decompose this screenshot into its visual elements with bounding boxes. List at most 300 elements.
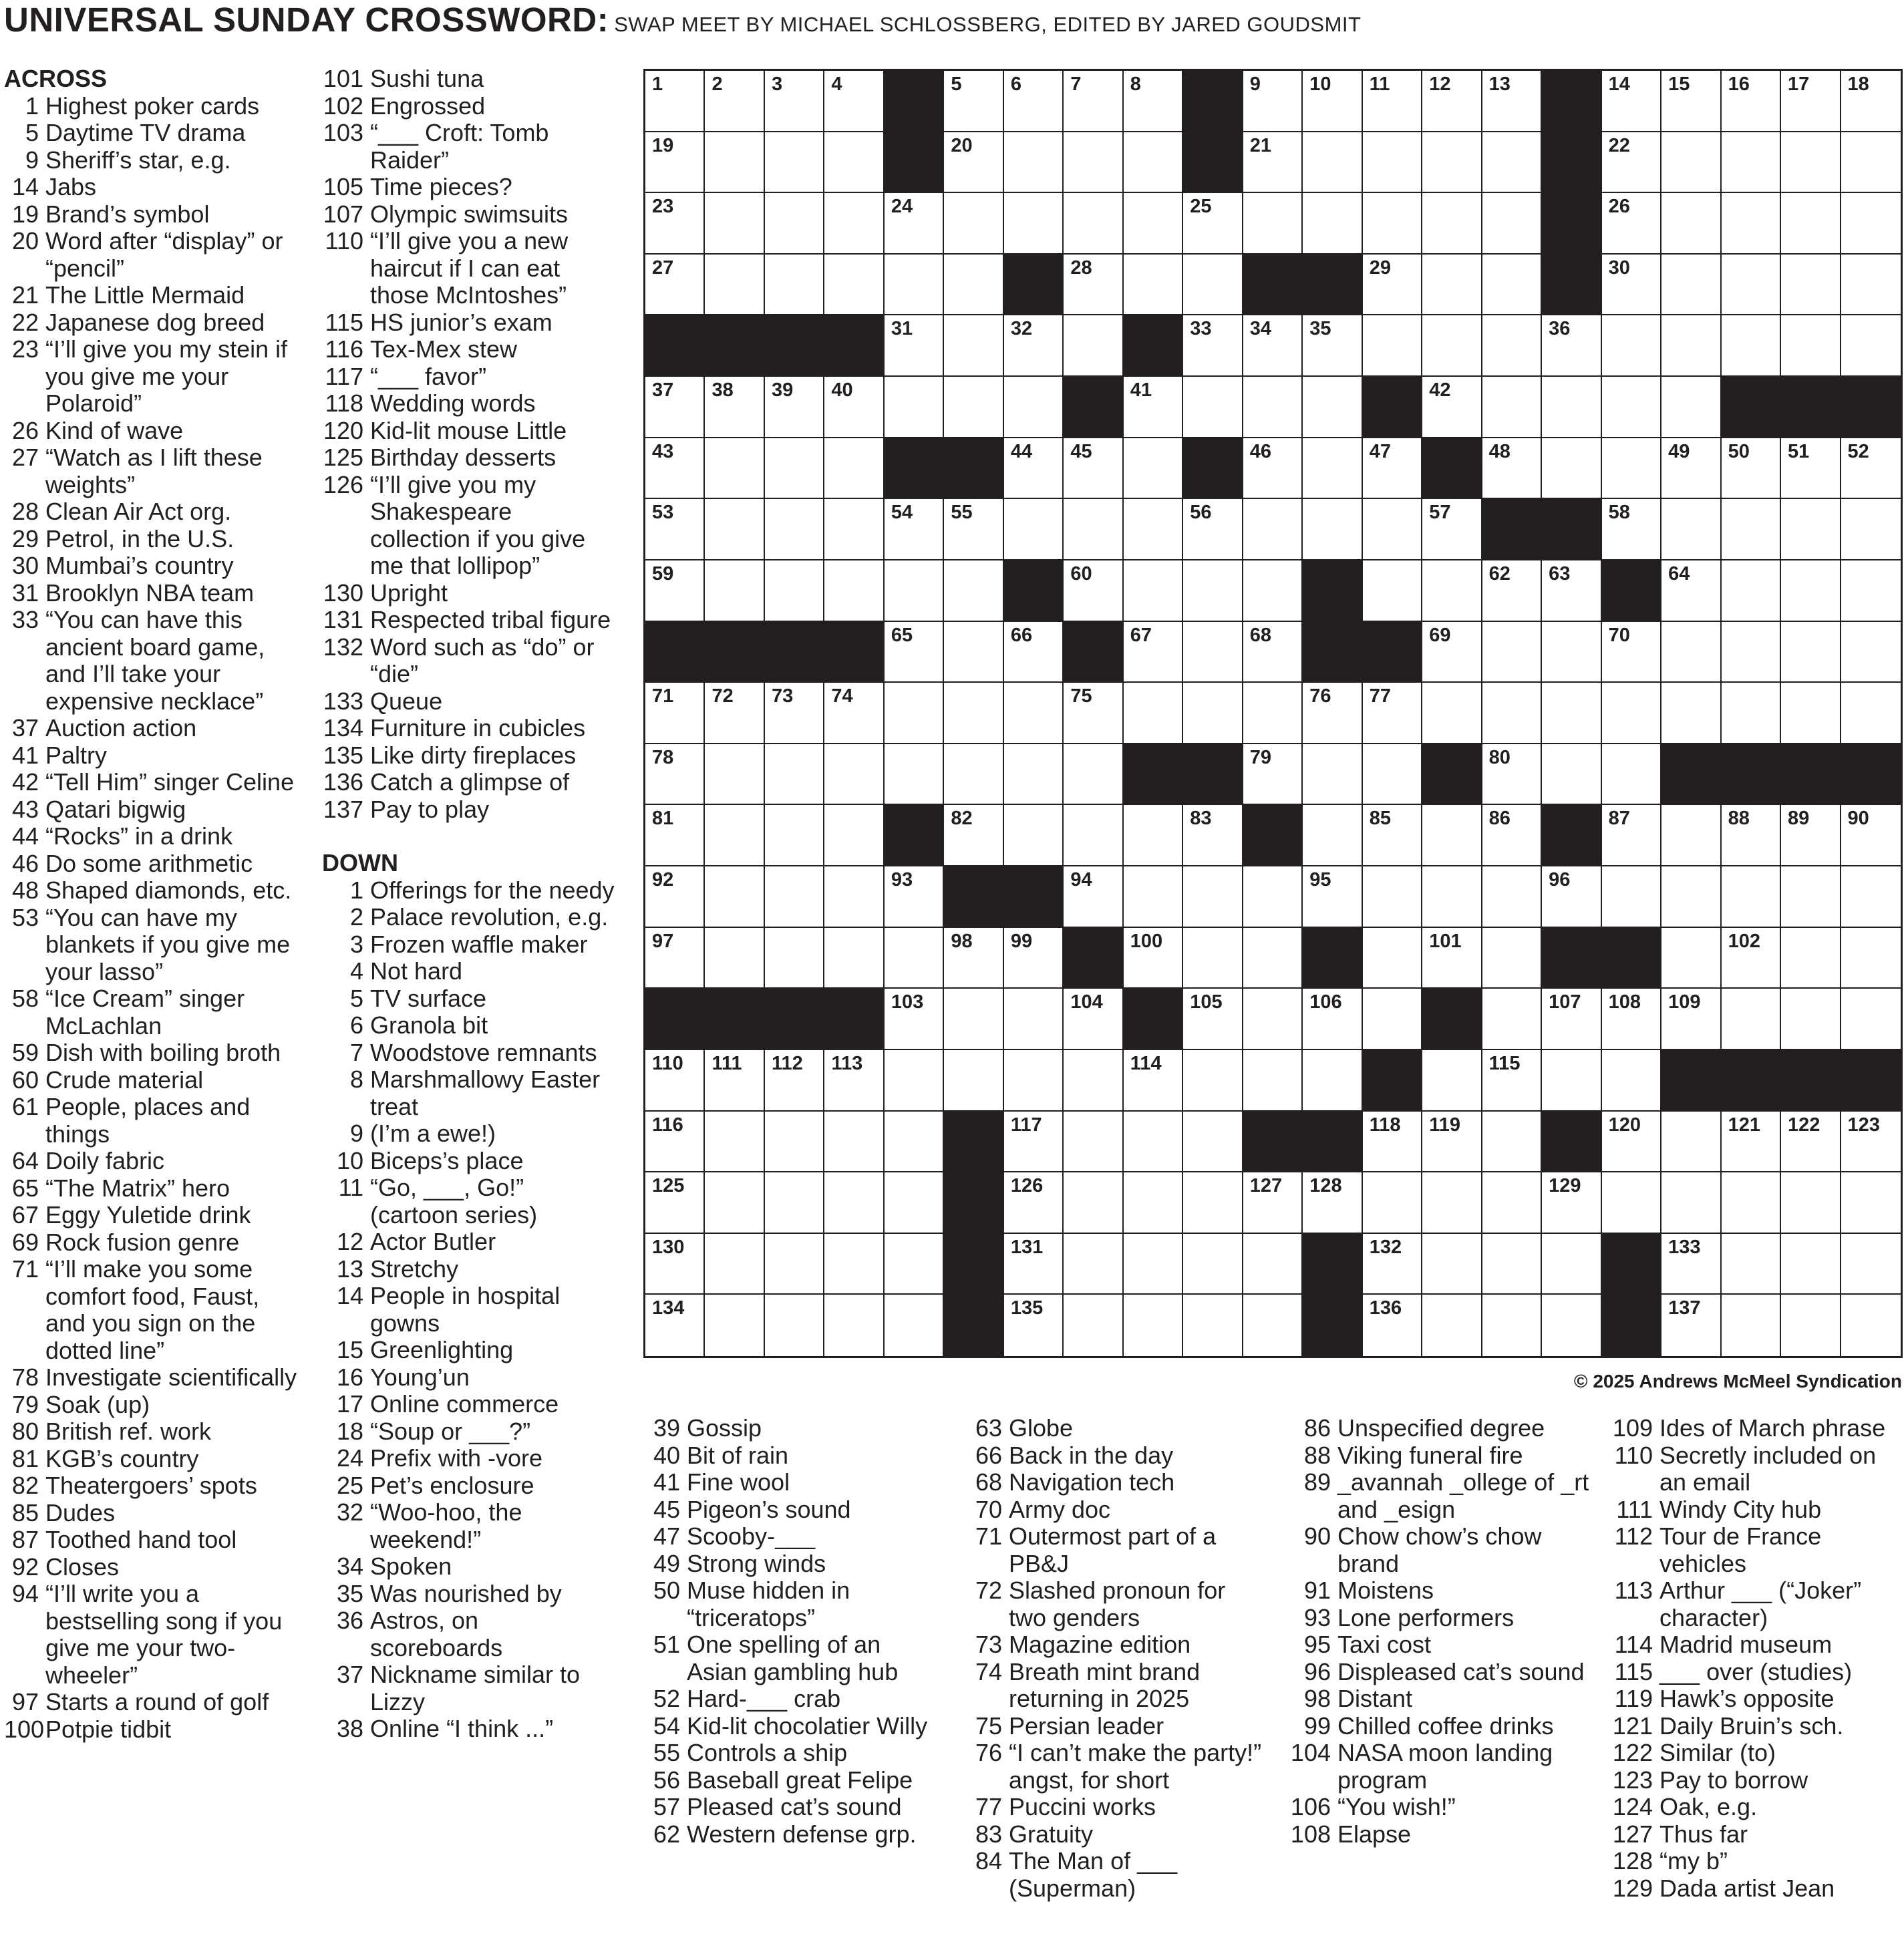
- grid-cell[interactable]: [1064, 1172, 1123, 1234]
- grid-cell[interactable]: [645, 438, 705, 500]
- grid-cell[interactable]: [645, 805, 705, 866]
- grid-cell[interactable]: [1064, 193, 1123, 255]
- grid-cell[interactable]: [645, 1050, 705, 1112]
- grid-cell[interactable]: [1303, 1172, 1362, 1234]
- grid-cell[interactable]: [1841, 71, 1901, 132]
- grid-cell[interactable]: [1183, 560, 1243, 622]
- grid-cell[interactable]: [885, 1172, 944, 1234]
- grid-cell[interactable]: [1602, 71, 1661, 132]
- grid-cell[interactable]: [1422, 377, 1482, 438]
- grid-cell[interactable]: [765, 683, 824, 744]
- grid-cell[interactable]: [1064, 438, 1123, 500]
- grid-cell[interactable]: [1482, 805, 1542, 866]
- grid-cell[interactable]: [1363, 71, 1422, 132]
- grid-cell[interactable]: [1303, 438, 1362, 500]
- grid-cell[interactable]: [1482, 1295, 1542, 1356]
- grid-cell[interactable]: [1183, 499, 1243, 560]
- grid-cell[interactable]: [944, 193, 1003, 255]
- grid-cell[interactable]: [1363, 1234, 1422, 1295]
- grid-cell[interactable]: [1183, 315, 1243, 377]
- grid-cell[interactable]: [1422, 499, 1482, 560]
- grid-cell[interactable]: [885, 255, 944, 316]
- grid-cell[interactable]: [1781, 255, 1841, 316]
- grid-cell[interactable]: [1602, 315, 1661, 377]
- grid-cell[interactable]: [765, 805, 824, 866]
- grid-cell[interactable]: [1781, 315, 1841, 377]
- grid-cell[interactable]: [885, 928, 944, 989]
- grid-cell[interactable]: [705, 1295, 764, 1356]
- grid-cell[interactable]: [1542, 989, 1601, 1050]
- grid-cell[interactable]: [885, 560, 944, 622]
- grid-cell[interactable]: [1841, 255, 1901, 316]
- grid-cell[interactable]: [765, 744, 824, 806]
- grid-cell[interactable]: [824, 499, 884, 560]
- grid-cell[interactable]: [1781, 1234, 1841, 1295]
- grid-cell[interactable]: [944, 560, 1003, 622]
- grid-cell[interactable]: [885, 744, 944, 806]
- grid-cell[interactable]: [1422, 928, 1482, 989]
- grid-cell[interactable]: [1243, 132, 1303, 194]
- grid-cell[interactable]: [824, 255, 884, 316]
- grid-cell[interactable]: [1602, 866, 1661, 928]
- grid-cell[interactable]: [1183, 622, 1243, 683]
- grid-cell[interactable]: [1841, 1295, 1901, 1356]
- grid-cell[interactable]: [944, 928, 1003, 989]
- grid-cell[interactable]: [1602, 377, 1661, 438]
- grid-cell[interactable]: [1422, 1050, 1482, 1112]
- grid-cell[interactable]: [645, 71, 705, 132]
- grid-cell[interactable]: [1064, 560, 1123, 622]
- grid-cell[interactable]: [1363, 560, 1422, 622]
- grid-cell[interactable]: [1841, 928, 1901, 989]
- grid-cell[interactable]: [645, 255, 705, 316]
- grid-cell[interactable]: [1722, 989, 1781, 1050]
- grid-cell[interactable]: [824, 438, 884, 500]
- grid-cell[interactable]: [645, 1295, 705, 1356]
- grid-cell[interactable]: [1183, 928, 1243, 989]
- grid-cell[interactable]: [1841, 622, 1901, 683]
- grid-cell[interactable]: [824, 132, 884, 194]
- grid-cell[interactable]: [705, 499, 764, 560]
- grid-cell[interactable]: [765, 1234, 824, 1295]
- grid-cell[interactable]: [1303, 132, 1362, 194]
- grid-cell[interactable]: [1422, 683, 1482, 744]
- grid-cell[interactable]: [1661, 193, 1721, 255]
- grid-cell[interactable]: [1542, 866, 1601, 928]
- grid-cell[interactable]: [1482, 622, 1542, 683]
- grid-cell[interactable]: [645, 377, 705, 438]
- grid-cell[interactable]: [824, 560, 884, 622]
- grid-cell[interactable]: [1183, 377, 1243, 438]
- grid-cell[interactable]: [1661, 866, 1721, 928]
- grid-cell[interactable]: [1303, 377, 1362, 438]
- grid-cell[interactable]: [1124, 132, 1183, 194]
- grid-cell[interactable]: [885, 499, 944, 560]
- grid-cell[interactable]: [1363, 928, 1422, 989]
- grid-cell[interactable]: [1781, 560, 1841, 622]
- grid-cell[interactable]: [1602, 622, 1661, 683]
- grid-cell[interactable]: [1722, 315, 1781, 377]
- grid-cell[interactable]: [1303, 805, 1362, 866]
- grid-cell[interactable]: [1004, 132, 1064, 194]
- grid-cell[interactable]: [705, 1172, 764, 1234]
- grid-cell[interactable]: [1602, 499, 1661, 560]
- grid-cell[interactable]: [1422, 1234, 1482, 1295]
- grid-cell[interactable]: [1841, 132, 1901, 194]
- grid-cell[interactable]: [1482, 193, 1542, 255]
- grid-cell[interactable]: [1064, 805, 1123, 866]
- grid-cell[interactable]: [1004, 683, 1064, 744]
- grid-cell[interactable]: [1004, 499, 1064, 560]
- grid-cell[interactable]: [1243, 622, 1303, 683]
- grid-cell[interactable]: [1781, 1112, 1841, 1173]
- grid-cell[interactable]: [705, 132, 764, 194]
- grid-cell[interactable]: [885, 193, 944, 255]
- grid-cell[interactable]: [645, 132, 705, 194]
- grid-cell[interactable]: [824, 1295, 884, 1356]
- grid-cell[interactable]: [1841, 1234, 1901, 1295]
- grid-cell[interactable]: [1661, 255, 1721, 316]
- grid-cell[interactable]: [1183, 193, 1243, 255]
- grid-cell[interactable]: [1482, 744, 1542, 806]
- grid-cell[interactable]: [1183, 1112, 1243, 1173]
- grid-cell[interactable]: [1841, 989, 1901, 1050]
- grid-cell[interactable]: [1363, 499, 1422, 560]
- grid-cell[interactable]: [1303, 683, 1362, 744]
- grid-cell[interactable]: [944, 805, 1003, 866]
- grid-cell[interactable]: [1781, 928, 1841, 989]
- grid-cell[interactable]: [1781, 805, 1841, 866]
- grid-cell[interactable]: [1243, 499, 1303, 560]
- grid-cell[interactable]: [1243, 438, 1303, 500]
- grid-cell[interactable]: [1243, 989, 1303, 1050]
- grid-cell[interactable]: [824, 71, 884, 132]
- grid-cell[interactable]: [1781, 866, 1841, 928]
- grid-cell[interactable]: [1422, 193, 1482, 255]
- grid-cell[interactable]: [1722, 1112, 1781, 1173]
- grid-cell[interactable]: [1064, 989, 1123, 1050]
- grid-cell[interactable]: [1722, 499, 1781, 560]
- grid-cell[interactable]: [944, 744, 1003, 806]
- grid-cell[interactable]: [1841, 1112, 1901, 1173]
- grid-cell[interactable]: [824, 1050, 884, 1112]
- grid-cell[interactable]: [1781, 132, 1841, 194]
- grid-cell[interactable]: [1602, 744, 1661, 806]
- grid-cell[interactable]: [1422, 1295, 1482, 1356]
- grid-cell[interactable]: [1004, 744, 1064, 806]
- grid-cell[interactable]: [1363, 1172, 1422, 1234]
- grid-cell[interactable]: [1183, 989, 1243, 1050]
- grid-cell[interactable]: [1602, 805, 1661, 866]
- grid-cell[interactable]: [765, 866, 824, 928]
- grid-cell[interactable]: [1243, 683, 1303, 744]
- grid-cell[interactable]: [885, 377, 944, 438]
- grid-cell[interactable]: [1482, 1172, 1542, 1234]
- grid-cell[interactable]: [1781, 683, 1841, 744]
- grid-cell[interactable]: [1422, 1112, 1482, 1173]
- grid-cell[interactable]: [824, 193, 884, 255]
- grid-cell[interactable]: [1363, 989, 1422, 1050]
- grid-cell[interactable]: [1661, 71, 1721, 132]
- grid-cell[interactable]: [1124, 71, 1183, 132]
- grid-cell[interactable]: [1243, 1172, 1303, 1234]
- grid-cell[interactable]: [1124, 622, 1183, 683]
- grid-cell[interactable]: [1363, 1112, 1422, 1173]
- grid-cell[interactable]: [1303, 71, 1362, 132]
- grid-cell[interactable]: [1841, 805, 1901, 866]
- grid-cell[interactable]: [1482, 1112, 1542, 1173]
- grid-cell[interactable]: [705, 193, 764, 255]
- grid-cell[interactable]: [1183, 1172, 1243, 1234]
- grid-cell[interactable]: [1722, 1172, 1781, 1234]
- grid-cell[interactable]: [705, 560, 764, 622]
- grid-cell[interactable]: [645, 744, 705, 806]
- grid-cell[interactable]: [705, 928, 764, 989]
- grid-cell[interactable]: [1661, 1234, 1721, 1295]
- grid-cell[interactable]: [1482, 928, 1542, 989]
- grid-cell[interactable]: [765, 377, 824, 438]
- grid-cell[interactable]: [1602, 132, 1661, 194]
- grid-cell[interactable]: [1004, 928, 1064, 989]
- grid-cell[interactable]: [1004, 315, 1064, 377]
- grid-cell[interactable]: [1542, 622, 1601, 683]
- grid-cell[interactable]: [1722, 193, 1781, 255]
- grid-cell[interactable]: [824, 1234, 884, 1295]
- grid-cell[interactable]: [645, 560, 705, 622]
- grid-cell[interactable]: [1183, 805, 1243, 866]
- grid-cell[interactable]: [1363, 438, 1422, 500]
- grid-cell[interactable]: [1542, 1234, 1601, 1295]
- grid-cell[interactable]: [1482, 560, 1542, 622]
- grid-cell[interactable]: [1482, 1234, 1542, 1295]
- grid-cell[interactable]: [1602, 1112, 1661, 1173]
- grid-cell[interactable]: [1363, 193, 1422, 255]
- grid-cell[interactable]: [1722, 805, 1781, 866]
- grid-cell[interactable]: [1422, 805, 1482, 866]
- grid-cell[interactable]: [944, 71, 1003, 132]
- grid-cell[interactable]: [645, 1234, 705, 1295]
- grid-cell[interactable]: [1004, 377, 1064, 438]
- grid-cell[interactable]: [885, 622, 944, 683]
- grid-cell[interactable]: [765, 193, 824, 255]
- grid-cell[interactable]: [705, 683, 764, 744]
- grid-cell[interactable]: [1602, 683, 1661, 744]
- grid-cell[interactable]: [765, 438, 824, 500]
- grid-cell[interactable]: [1661, 683, 1721, 744]
- grid-cell[interactable]: [1243, 1295, 1303, 1356]
- grid-cell[interactable]: [1722, 255, 1781, 316]
- grid-cell[interactable]: [944, 315, 1003, 377]
- grid-cell[interactable]: [1422, 866, 1482, 928]
- grid-cell[interactable]: [944, 1050, 1003, 1112]
- grid-cell[interactable]: [1363, 132, 1422, 194]
- grid-cell[interactable]: [1064, 499, 1123, 560]
- grid-cell[interactable]: [1243, 744, 1303, 806]
- grid-cell[interactable]: [1004, 1295, 1064, 1356]
- grid-cell[interactable]: [1124, 193, 1183, 255]
- grid-cell[interactable]: [824, 744, 884, 806]
- grid-cell[interactable]: [1661, 928, 1721, 989]
- grid-cell[interactable]: [1602, 1050, 1661, 1112]
- grid-cell[interactable]: [1841, 193, 1901, 255]
- grid-cell[interactable]: [705, 866, 764, 928]
- grid-cell[interactable]: [944, 622, 1003, 683]
- grid-cell[interactable]: [944, 683, 1003, 744]
- grid-cell[interactable]: [765, 499, 824, 560]
- grid-cell[interactable]: [765, 255, 824, 316]
- grid-cell[interactable]: [645, 683, 705, 744]
- grid-cell[interactable]: [1661, 438, 1721, 500]
- grid-cell[interactable]: [885, 1234, 944, 1295]
- grid-cell[interactable]: [1124, 683, 1183, 744]
- grid-cell[interactable]: [1542, 1295, 1601, 1356]
- grid-cell[interactable]: [1661, 1295, 1721, 1356]
- grid-cell[interactable]: [1722, 132, 1781, 194]
- grid-cell[interactable]: [885, 1112, 944, 1173]
- grid-cell[interactable]: [1722, 683, 1781, 744]
- grid-cell[interactable]: [1064, 71, 1123, 132]
- grid-cell[interactable]: [1004, 1234, 1064, 1295]
- grid-cell[interactable]: [1722, 71, 1781, 132]
- grid-cell[interactable]: [1422, 132, 1482, 194]
- grid-cell[interactable]: [1602, 989, 1661, 1050]
- grid-cell[interactable]: [1422, 71, 1482, 132]
- grid-cell[interactable]: [1124, 805, 1183, 866]
- grid-cell[interactable]: [1183, 683, 1243, 744]
- grid-cell[interactable]: [1243, 866, 1303, 928]
- grid-cell[interactable]: [1363, 866, 1422, 928]
- grid-cell[interactable]: [1661, 622, 1721, 683]
- grid-cell[interactable]: [1243, 560, 1303, 622]
- grid-cell[interactable]: [1602, 255, 1661, 316]
- grid-cell[interactable]: [1124, 1234, 1183, 1295]
- grid-cell[interactable]: [1841, 683, 1901, 744]
- grid-cell[interactable]: [944, 377, 1003, 438]
- grid-cell[interactable]: [1781, 193, 1841, 255]
- grid-cell[interactable]: [1542, 438, 1601, 500]
- grid-cell[interactable]: [885, 315, 944, 377]
- grid-cell[interactable]: [1303, 1050, 1362, 1112]
- grid-cell[interactable]: [1542, 1050, 1601, 1112]
- grid-cell[interactable]: [824, 1112, 884, 1173]
- grid-cell[interactable]: [1004, 1172, 1064, 1234]
- grid-cell[interactable]: [705, 1050, 764, 1112]
- grid-cell[interactable]: [765, 132, 824, 194]
- grid-cell[interactable]: [1243, 315, 1303, 377]
- grid-cell[interactable]: [645, 193, 705, 255]
- grid-cell[interactable]: [1124, 499, 1183, 560]
- grid-cell[interactable]: [1004, 989, 1064, 1050]
- grid-cell[interactable]: [1064, 1234, 1123, 1295]
- grid-cell[interactable]: [1841, 315, 1901, 377]
- grid-cell[interactable]: [1363, 683, 1422, 744]
- grid-cell[interactable]: [765, 560, 824, 622]
- grid-cell[interactable]: [1004, 1050, 1064, 1112]
- grid-cell[interactable]: [1303, 315, 1362, 377]
- grid-cell[interactable]: [1661, 377, 1721, 438]
- grid-cell[interactable]: [885, 1050, 944, 1112]
- grid-cell[interactable]: [1661, 560, 1721, 622]
- grid-cell[interactable]: [824, 683, 884, 744]
- grid-cell[interactable]: [1661, 132, 1721, 194]
- grid-cell[interactable]: [885, 1295, 944, 1356]
- grid-cell[interactable]: [885, 866, 944, 928]
- grid-cell[interactable]: [1064, 315, 1123, 377]
- grid-cell[interactable]: [1482, 132, 1542, 194]
- grid-cell[interactable]: [1064, 1112, 1123, 1173]
- grid-cell[interactable]: [1303, 499, 1362, 560]
- grid-cell[interactable]: [1124, 377, 1183, 438]
- grid-cell[interactable]: [1602, 1172, 1661, 1234]
- grid-cell[interactable]: [705, 377, 764, 438]
- grid-cell[interactable]: [1542, 683, 1601, 744]
- grid-cell[interactable]: [1661, 315, 1721, 377]
- grid-cell[interactable]: [1482, 315, 1542, 377]
- grid-cell[interactable]: [1183, 1234, 1243, 1295]
- grid-cell[interactable]: [1064, 744, 1123, 806]
- grid-cell[interactable]: [1482, 683, 1542, 744]
- grid-cell[interactable]: [1841, 499, 1901, 560]
- grid-cell[interactable]: [1722, 438, 1781, 500]
- grid-cell[interactable]: [1363, 315, 1422, 377]
- grid-cell[interactable]: [1243, 928, 1303, 989]
- grid-cell[interactable]: [1004, 805, 1064, 866]
- grid-cell[interactable]: [1781, 499, 1841, 560]
- grid-cell[interactable]: [1542, 315, 1601, 377]
- grid-cell[interactable]: [705, 1234, 764, 1295]
- grid-cell[interactable]: [1661, 805, 1721, 866]
- grid-cell[interactable]: [645, 1172, 705, 1234]
- grid-cell[interactable]: [1722, 866, 1781, 928]
- grid-cell[interactable]: [1064, 255, 1123, 316]
- grid-cell[interactable]: [1722, 928, 1781, 989]
- grid-cell[interactable]: [1183, 1050, 1243, 1112]
- grid-cell[interactable]: [1243, 377, 1303, 438]
- grid-cell[interactable]: [1781, 622, 1841, 683]
- grid-cell[interactable]: [765, 1172, 824, 1234]
- grid-cell[interactable]: [824, 1172, 884, 1234]
- grid-cell[interactable]: [1482, 989, 1542, 1050]
- grid-cell[interactable]: [705, 255, 764, 316]
- grid-cell[interactable]: [1183, 1295, 1243, 1356]
- grid-cell[interactable]: [1124, 560, 1183, 622]
- grid-cell[interactable]: [1722, 1234, 1781, 1295]
- grid-cell[interactable]: [1004, 71, 1064, 132]
- grid-cell[interactable]: [1243, 193, 1303, 255]
- grid-cell[interactable]: [705, 438, 764, 500]
- grid-cell[interactable]: [645, 928, 705, 989]
- grid-cell[interactable]: [1841, 438, 1901, 500]
- grid-cell[interactable]: [1124, 1050, 1183, 1112]
- grid-cell[interactable]: [885, 989, 944, 1050]
- grid-cell[interactable]: [1004, 622, 1064, 683]
- grid-cell[interactable]: [705, 805, 764, 866]
- grid-cell[interactable]: [1422, 255, 1482, 316]
- grid-cell[interactable]: [1781, 989, 1841, 1050]
- grid-cell[interactable]: [1841, 1172, 1901, 1234]
- grid-cell[interactable]: [1363, 805, 1422, 866]
- grid-cell[interactable]: [1124, 866, 1183, 928]
- grid-cell[interactable]: [765, 1050, 824, 1112]
- grid-cell[interactable]: [1482, 255, 1542, 316]
- grid-cell[interactable]: [1661, 1172, 1721, 1234]
- grid-cell[interactable]: [645, 1112, 705, 1173]
- grid-cell[interactable]: [824, 928, 884, 989]
- grid-cell[interactable]: [1303, 866, 1362, 928]
- grid-cell[interactable]: [1124, 1112, 1183, 1173]
- grid-cell[interactable]: [1781, 438, 1841, 500]
- grid-cell[interactable]: [1064, 866, 1123, 928]
